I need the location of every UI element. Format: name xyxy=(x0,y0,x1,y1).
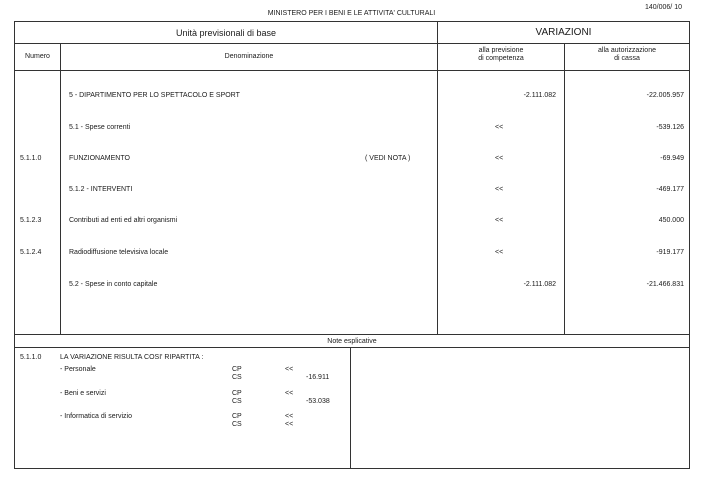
row-competenza: << xyxy=(495,186,504,193)
row-label: 5.1 - Spese correnti xyxy=(69,124,131,131)
document-code: 140/006/ 10 xyxy=(645,4,682,11)
column-header-numero: Numero xyxy=(25,53,50,60)
note-cp-label: CP xyxy=(232,390,242,397)
note-cs-label: CS xyxy=(232,421,242,428)
row-note-ref: ( VEDI NOTA ) xyxy=(365,155,411,162)
row-numero: 5.1.2.3 xyxy=(20,217,42,224)
row-label: 5.1.2 - INTERVENTI xyxy=(69,186,133,193)
row-label: FUNZIONAMENTO xyxy=(69,155,130,162)
row-cassa: -22.005.957 xyxy=(646,92,684,99)
row-numero: 5.1.2.4 xyxy=(20,249,42,256)
row-label: 5 - DIPARTIMENTO PER LO SPETTACOLO E SPORT xyxy=(69,92,240,99)
row-label: Contributi ad enti ed altri organismi xyxy=(69,217,178,224)
note-item-label: - Beni e servizi xyxy=(60,390,106,397)
row-competenza: << xyxy=(495,217,504,224)
note-cp-value: << xyxy=(285,366,294,373)
row-cassa: -69.949 xyxy=(660,155,684,162)
row-competenza: << xyxy=(495,249,504,256)
row-cassa: -919.177 xyxy=(656,249,684,256)
note-cp-label: CP xyxy=(232,366,242,373)
notes-numero: 5.1.1.0 xyxy=(20,354,42,361)
note-cp-label: CP xyxy=(232,413,242,420)
note-cp-value: << xyxy=(285,413,294,420)
group-header-left: Unità previsionali di base xyxy=(175,28,277,38)
note-cs-value: -53.038 xyxy=(306,398,330,405)
ministry-title: MINISTERO PER I BENI E LE ATTIVITA' CULTURALI xyxy=(267,10,436,17)
note-item-label: - Informatica di servizio xyxy=(60,413,132,420)
notes-heading: LA VARIAZIONE RISULTA COSI' RIPARTITA : xyxy=(60,354,204,361)
note-cs-value: -16.911 xyxy=(306,374,330,381)
notes-title: Note esplicative xyxy=(327,338,377,345)
column-header-cassa: alla autorizzazione di cassa xyxy=(598,47,656,62)
group-header-right: VARIAZIONI xyxy=(535,27,592,38)
row-competenza: << xyxy=(495,124,504,131)
column-header-denominazione: Denominazione xyxy=(224,53,274,60)
row-label: Radiodiffusione televisiva locale xyxy=(69,249,169,256)
note-cs-label: CS xyxy=(232,374,242,381)
note-cs-label: CS xyxy=(232,398,242,405)
note-cs-value: << xyxy=(285,421,294,428)
row-numero: 5.1.1.0 xyxy=(20,155,42,162)
row-competenza: << xyxy=(495,155,504,162)
row-cassa: -21.466.831 xyxy=(646,281,684,288)
row-cassa: -469.177 xyxy=(656,186,684,193)
row-cassa: -539.126 xyxy=(656,124,684,131)
row-competenza: -2.111.082 xyxy=(523,281,556,288)
row-competenza: -2.111.082 xyxy=(523,92,556,99)
row-label: 5.2 - Spese in conto capitale xyxy=(69,281,158,288)
column-header-competenza: alla previsione di competenza xyxy=(478,47,524,62)
note-cp-value: << xyxy=(285,390,294,397)
row-cassa: 450.000 xyxy=(658,217,684,224)
note-item-label: - Personale xyxy=(60,366,96,373)
